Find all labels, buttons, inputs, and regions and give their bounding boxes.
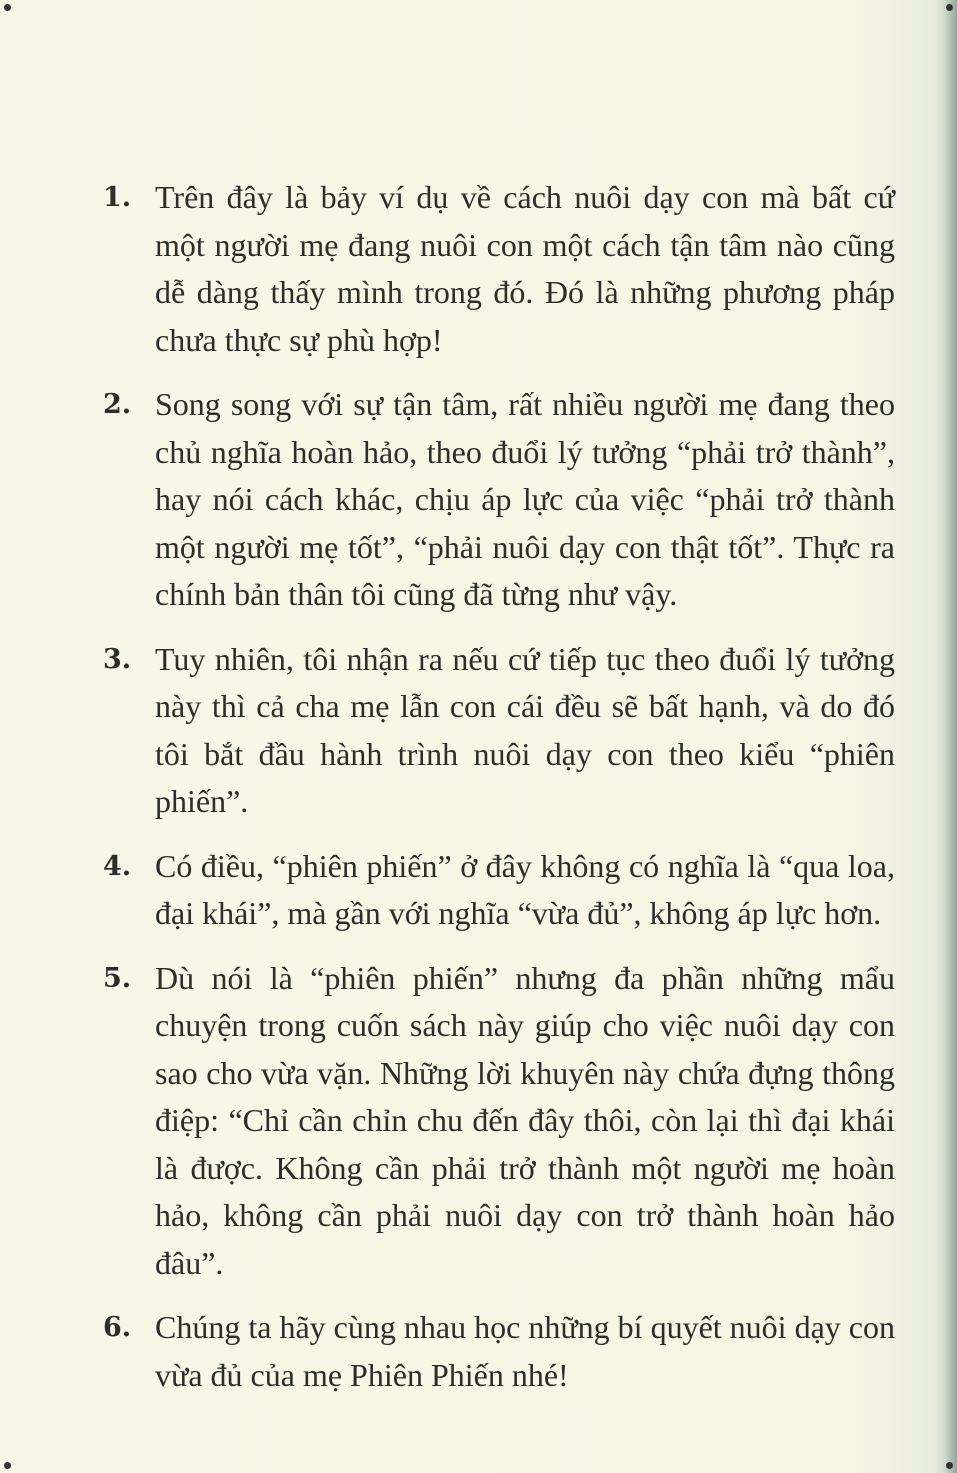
item-text: Tuy nhiên, tôi nhận ra nếu cứ tiếp tục theo đuổi lý tưởng này thì cả cha mẹ lẫn con cái đều sẽ bất hạnh, và do đó tôi bắt đầu hành trình nuôi dạy con theo kiểu “phiên phiến”. (155, 640, 895, 819)
list-item (100, 1304, 895, 1399)
item-text: Có điều, “phiên phiến” ở đây không có nghĩa là “qua loa, đại khái”, mà gần với nghĩa “vừa đủ”, không áp lực hơn. (155, 847, 895, 931)
list-item (100, 636, 895, 826)
item-text: Dù nói là “phiên phiến” nhưng đa phần những mẩu chuyện trong cuốn sách này giúp cho việc nuôi dạy con sao cho vừa vặn. Những lời khuyên này chứa đựng thông điệp: “Chỉ cần chỉn chu đến đây thôi, còn lại thì đại khái là được. Không cần phải trở thành một người mẹ hoàn hảo, không cần phải nuôi dạy con trở thành hoàn hảo đâu”. (155, 959, 895, 1281)
item-text: Song song với sự tận tâm, rất nhiều người mẹ đang theo chủ nghĩa hoàn hảo, theo đuổi lý tưởng “phải trở thành”, hay nói cách khác, chịu áp lực của việc “phải trở thành một người mẹ tốt”, “phải nuôi dạy con thật tốt”. Thực ra chính bản thân tôi cũng đã từng như vậy. (155, 386, 895, 612)
item-number: 1. (103, 182, 132, 213)
page-edge-shadow (935, 0, 957, 1473)
scan-corner-mark (946, 1462, 953, 1469)
item-number: 4. (103, 850, 132, 882)
list-item (100, 955, 895, 1288)
scan-corner-mark (4, 4, 11, 11)
item-number: 5. (103, 962, 132, 994)
numbered-list (100, 174, 895, 1416)
list-item (100, 381, 895, 619)
item-number: 2. (103, 389, 132, 420)
scan-corner-mark (4, 1462, 11, 1469)
item-number: 6. (103, 1312, 132, 1343)
list-item (100, 174, 895, 364)
item-text: Trên đây là bảy ví dụ về cách nuôi dạy con mà bất cứ một người mẹ đang nuôi con một cách tận tâm nào cũng dễ dàng thấy mình trong đó. Đó là những phương pháp chưa thực sự phù hợp! (155, 179, 895, 358)
item-number: 3. (103, 643, 132, 675)
list-item (100, 843, 895, 938)
item-text: Chúng ta hãy cùng nhau học những bí quyết nuôi dạy con vừa đủ của mẹ Phiên Phiến nhé! (155, 1309, 895, 1393)
scan-corner-mark (946, 4, 953, 11)
